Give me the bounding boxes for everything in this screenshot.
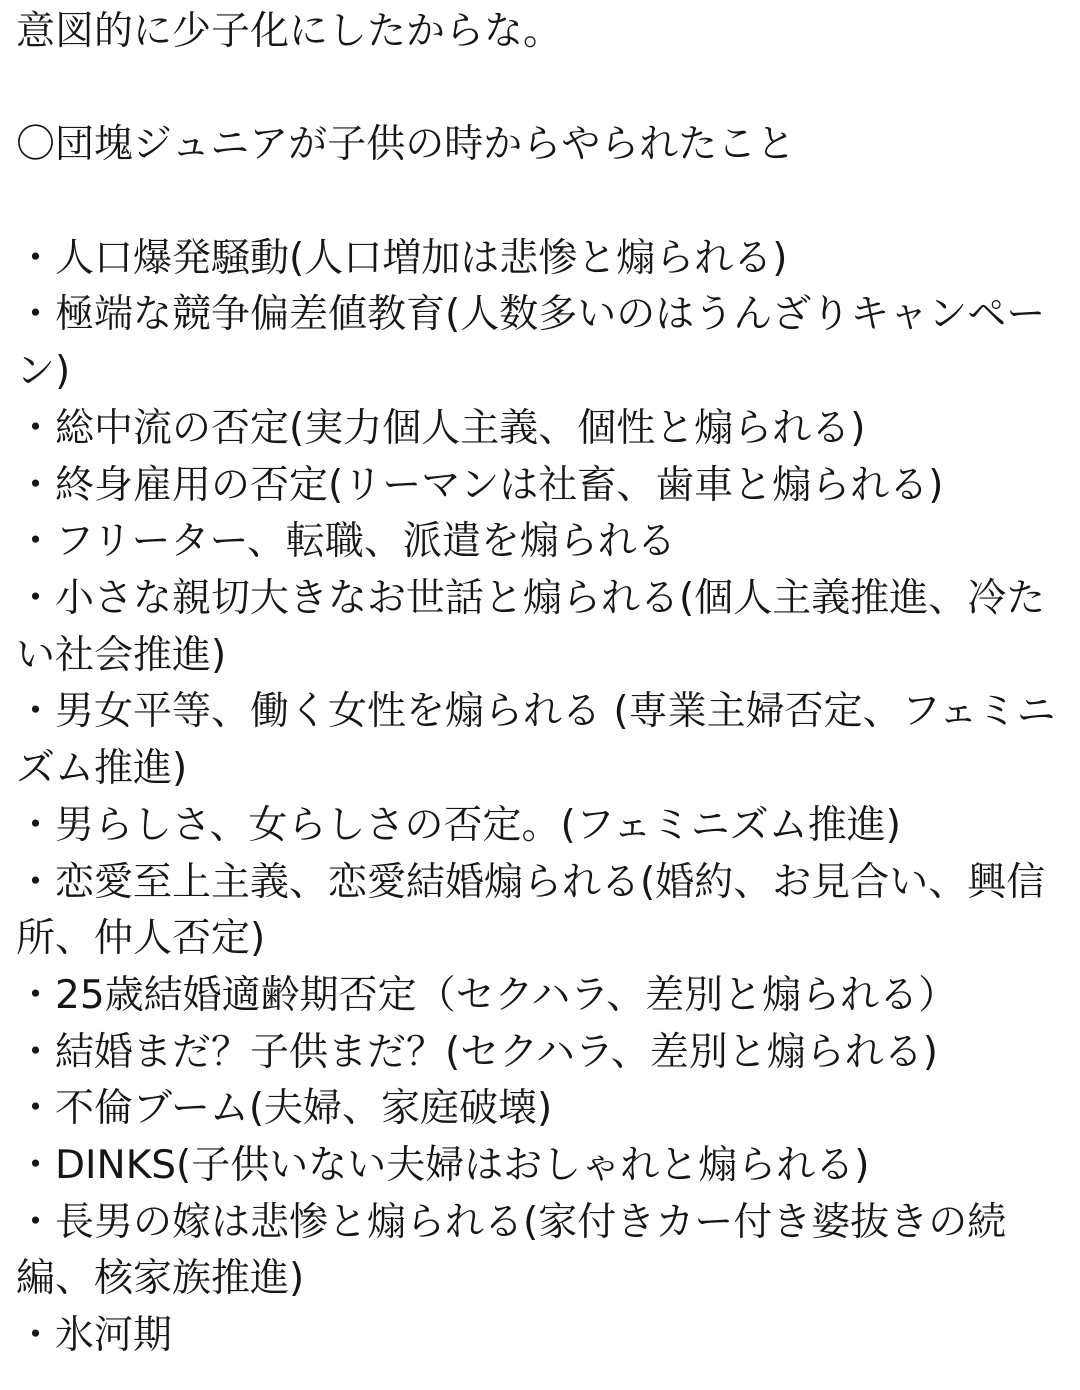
list-item: ・小さな親切大きなお世話と煽られる(個人主義推進、冷たい社会推進): [16, 576, 1046, 678]
intro-text: 意図的に少子化にしたからな。: [16, 9, 563, 54]
list-item: ・25歳結婚適齢期否定（セクハラ、差別と煽られる）: [16, 972, 958, 1018]
list-item: ・終身雇用の否定(リーマンは社畜、歯車と煽られる): [16, 462, 944, 508]
list-item: ・男らしさ、女らしさの否定。(フェミニズム推進): [16, 802, 901, 848]
spacer: [16, 174, 1064, 231]
list-item: ・男女平等、働く女性を煽られる (専業主婦否定、フェミニズム推進): [16, 689, 1056, 792]
spacer: [16, 61, 1064, 118]
list-item: ・DINKS(子供いない夫婦はおしゃれと煽られる): [16, 1143, 870, 1189]
list-item: ・氷河期: [16, 1313, 173, 1359]
list-item: ・結婚まだ？子供まだ？(セクハラ、差別と煽られる): [16, 1029, 938, 1075]
list-item: ・人口爆発騒動(人口増加は悲惨と煽られる): [16, 235, 788, 281]
list-item: ・フリーター、転職、派遣を煽られる: [16, 519, 676, 565]
list-item: ・総中流の否定(実力個人主義、個性と煽られる): [16, 405, 866, 451]
list-item: ・長男の嫁は悲惨と煽られる(家付きカー付き婆抜きの続編、核家族推進): [16, 1199, 1007, 1302]
list-item: ・恋愛至上主義、恋愛結婚煽られる(婚約、お見合い、興信所、仲人否定): [16, 859, 1046, 962]
post-body: [16, 4, 1064, 1365]
list-item: ・不倫ブーム(夫婦、家庭破壊): [16, 1086, 553, 1132]
list-item: ・極端な競争偏差値教育(人数多いのはうんざりキャンペーン): [16, 292, 1046, 395]
section-heading: 〇団塊ジュニアが子供の時からやられたこと: [16, 122, 796, 168]
